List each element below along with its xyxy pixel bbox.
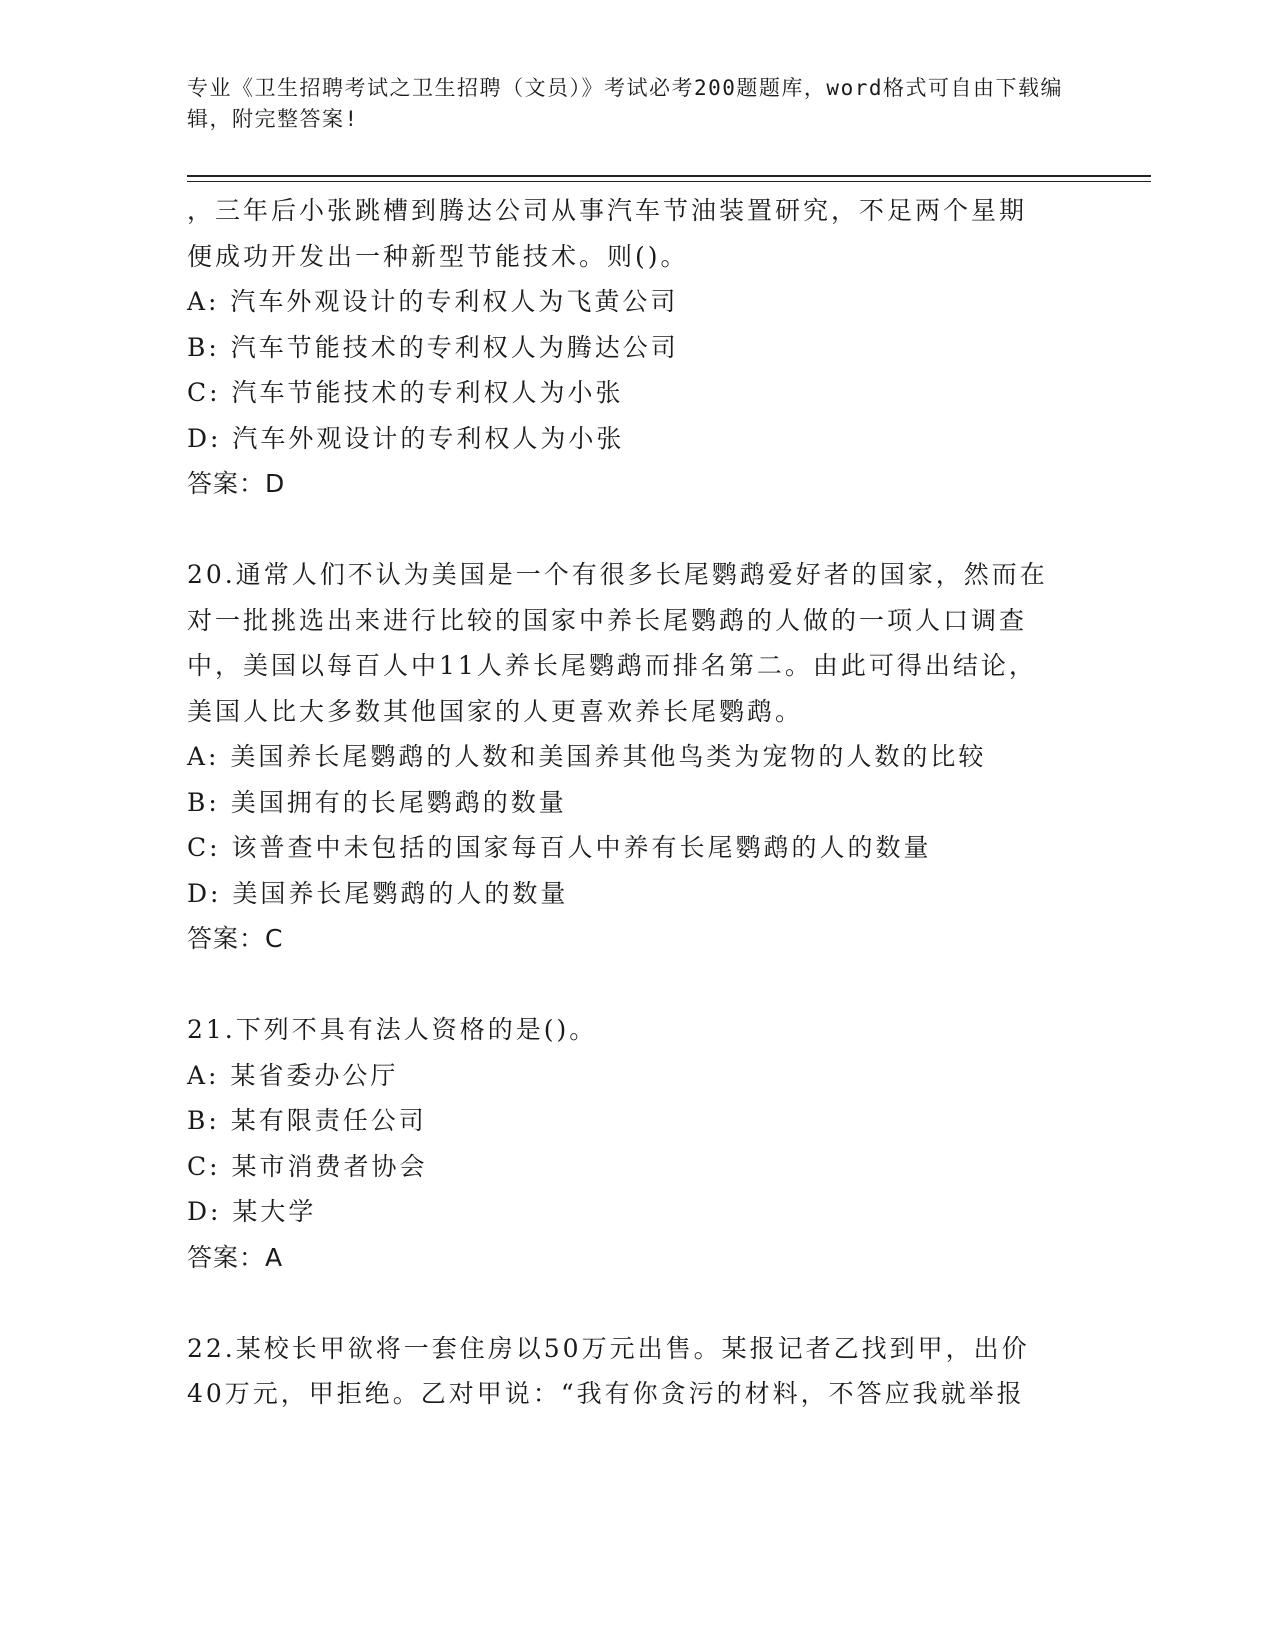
option-c: C: 汽车节能技术的专利权人为小张 [187, 378, 624, 407]
option-d: D: 美国养长尾鹦鹉的人的数量 [187, 878, 569, 908]
option-b: B: 汽车节能技术的专利权人为腾达公司 [187, 332, 679, 362]
question-spacer [187, 507, 1087, 553]
question-text-line: 便成功开发出一种新型节能技术。则()。 [187, 241, 689, 271]
question-text-line: 20.通常人们不认为美国是一个有很多长尾鹦鹉爱好者的国家，然而在 [187, 560, 1048, 589]
question-block [187, 188, 1087, 507]
option-c: C: 该普查中未包括的国家每百人中养有长尾鹦鹉的人的数量 [187, 833, 932, 862]
question-block [187, 1326, 1087, 1417]
question-block [187, 552, 1087, 962]
question-spacer [187, 962, 1087, 1008]
option-c: C: 某市消费者协会 [187, 1151, 428, 1181]
answer-label: 答案：A [187, 1242, 284, 1272]
question-text-line: 21.下列不具有法人资格的是()。 [187, 1015, 598, 1044]
header-divider-thin [187, 181, 1151, 182]
option-a: A: 某省委办公厅 [187, 1060, 399, 1090]
question-text-line: 中，美国以每百人中11人养长尾鹦鹉而排名第二。由此可得出结论， [187, 651, 1037, 680]
question-text-line: 40万元，甲拒绝。乙对甲说：“我有你贪污的材料，不答应我就举报 [187, 1379, 1025, 1408]
question-text-line: 美国人比大多数其他国家的人更喜欢养长尾鹦鹉。 [187, 696, 804, 726]
document-body [187, 188, 1087, 1417]
question-text-line: ，三年后小张跳槽到腾达公司从事汽车节油装置研究，不足两个星期 [187, 196, 1028, 225]
option-b: B: 美国拥有的长尾鹦鹉的数量 [187, 787, 567, 817]
header-divider-thick [187, 175, 1151, 177]
option-a: A: 汽车外观设计的专利权人为飞黄公司 [187, 287, 679, 316]
question-spacer [187, 1280, 1087, 1326]
answer-label: 答案：C [187, 924, 284, 953]
option-d: D: 某大学 [187, 1197, 317, 1226]
question-text-line: 22.某校长甲欲将一套住房以50万元出售。某报记者乙找到甲，出价 [187, 1333, 1030, 1363]
option-b: B: 某有限责任公司 [187, 1106, 427, 1135]
page-header-title: 专业《卫生招聘考试之卫生招聘（文员）》考试必考200题题库，word格式可自由下载编辑，附完整答案! [187, 76, 1063, 131]
answer-label: 答案：D [187, 469, 286, 498]
question-block [187, 1007, 1087, 1280]
option-d: D: 汽车外观设计的专利权人为小张 [187, 423, 625, 453]
question-text-line: 对一批挑选出来进行比较的国家中养长尾鹦鹉的人做的一项人口调查 [187, 605, 1028, 635]
option-a: A: 美国养长尾鹦鹉的人数和美国养其他鸟类为宠物的人数的比较 [187, 742, 987, 771]
